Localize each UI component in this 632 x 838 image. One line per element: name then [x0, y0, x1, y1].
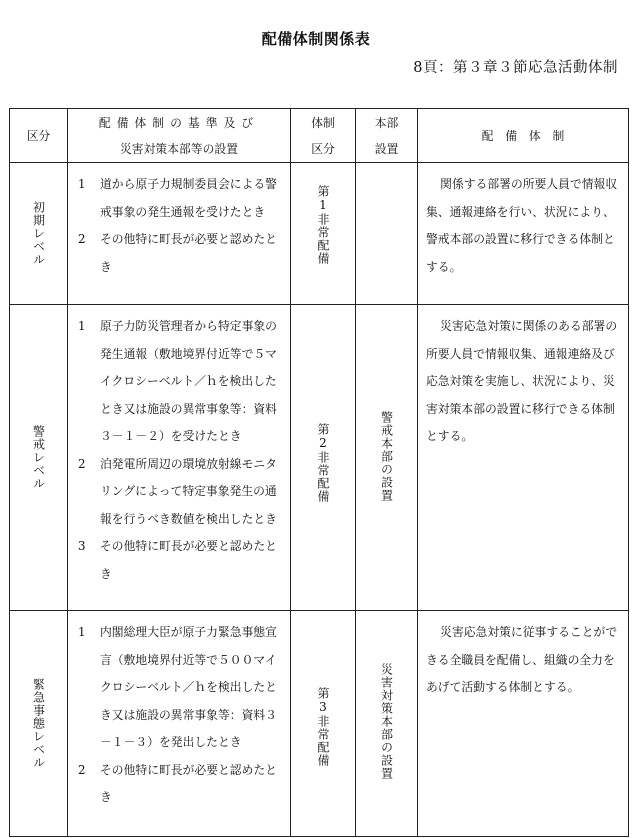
header-hq: 本部 設置 — [356, 109, 418, 163]
system-label: 第3非常配備 — [316, 687, 330, 767]
header-system: 体制 区分 — [291, 109, 356, 163]
condition-item: 2 泊発電所周辺の環境放射線モニタリングによって特定事象発生の通報を行うべき数値を検出したとき — [78, 456, 277, 526]
condition-item: 1 道から原子力規制委員会による警戒事象の発生通報を受けたとき — [78, 177, 277, 219]
table-row — [10, 163, 629, 305]
deployment-text: 災害応急対策に関係のある部署の所要人員で情報収集、通報連絡及び応急対策を実施し、状況により、災害対策本部の設置に移行できる体制とする。 — [426, 319, 618, 443]
system-cell — [291, 305, 356, 611]
level-cell — [10, 611, 68, 837]
conditions-cell — [68, 611, 291, 837]
deployment-text: 災害応急対策に従事することができる全職員を配備し、組織の全力をあげて活動する体制とする。 — [426, 625, 618, 694]
system-label: 第1非常配備 — [316, 185, 330, 265]
deployment-cell — [418, 611, 629, 837]
condition-item: 3 その他特に町長が必要と認めたとき — [78, 539, 277, 581]
page-title: 配備体制関係表 — [261, 30, 371, 48]
header-deployment: 配 備 体 制 — [418, 109, 629, 163]
deployment-text: 関係する部署の所要人員で情報収集、通報連絡を行い、状況により、警戒本部の設置に移行できる体制とする。 — [426, 177, 618, 274]
conditions-cell — [68, 163, 291, 305]
level-label: 緊急事態レベル — [31, 678, 46, 769]
header-row — [10, 109, 629, 163]
condition-item: 2 その他特に町長が必要と認めたとき — [78, 762, 277, 804]
reference-note: 8頁：第３章３節応急活動体制 — [413, 60, 618, 76]
hq-label: 災害対策本部の設置 — [379, 663, 394, 780]
header-criteria: 配備体制の基準及び 災害対策本部等の設置 — [68, 109, 291, 163]
system-cell — [291, 163, 356, 305]
table-row — [10, 305, 629, 611]
conditions-cell — [68, 305, 291, 611]
condition-item: 1 内閣総理大臣が原子力緊急事態宣言（敷地境界付近等で５００マイクロシーベルト／ｈを検出したとき又は施設の異常事象等：資料３－１－３）を発出したとき — [78, 625, 277, 749]
table-row — [10, 611, 629, 837]
level-label: 警戒レベル — [31, 425, 46, 490]
hq-cell — [356, 611, 418, 837]
condition-item: 1 原子力防災管理者から特定事象の発生通報（敷地境界付近等で５マイクロシーベルト／ｈを検出したとき又は施設の異常事象等：資料３－１－２）を受けたとき — [78, 319, 277, 443]
system-cell — [291, 611, 356, 837]
header-level: 区分 — [10, 109, 68, 163]
deployment-cell — [418, 305, 629, 611]
hq-label: 警戒本部の設置 — [379, 411, 394, 502]
deployment-cell — [418, 163, 629, 305]
level-cell — [10, 163, 68, 305]
hq-cell — [356, 305, 418, 611]
hq-cell — [356, 163, 418, 305]
level-label: 初期レベル — [31, 201, 46, 266]
condition-item: 2 その他特に町長が必要と認めたとき — [78, 232, 277, 274]
system-label: 第2非常配備 — [316, 423, 330, 503]
deployment-table — [9, 108, 629, 837]
level-cell — [10, 305, 68, 611]
